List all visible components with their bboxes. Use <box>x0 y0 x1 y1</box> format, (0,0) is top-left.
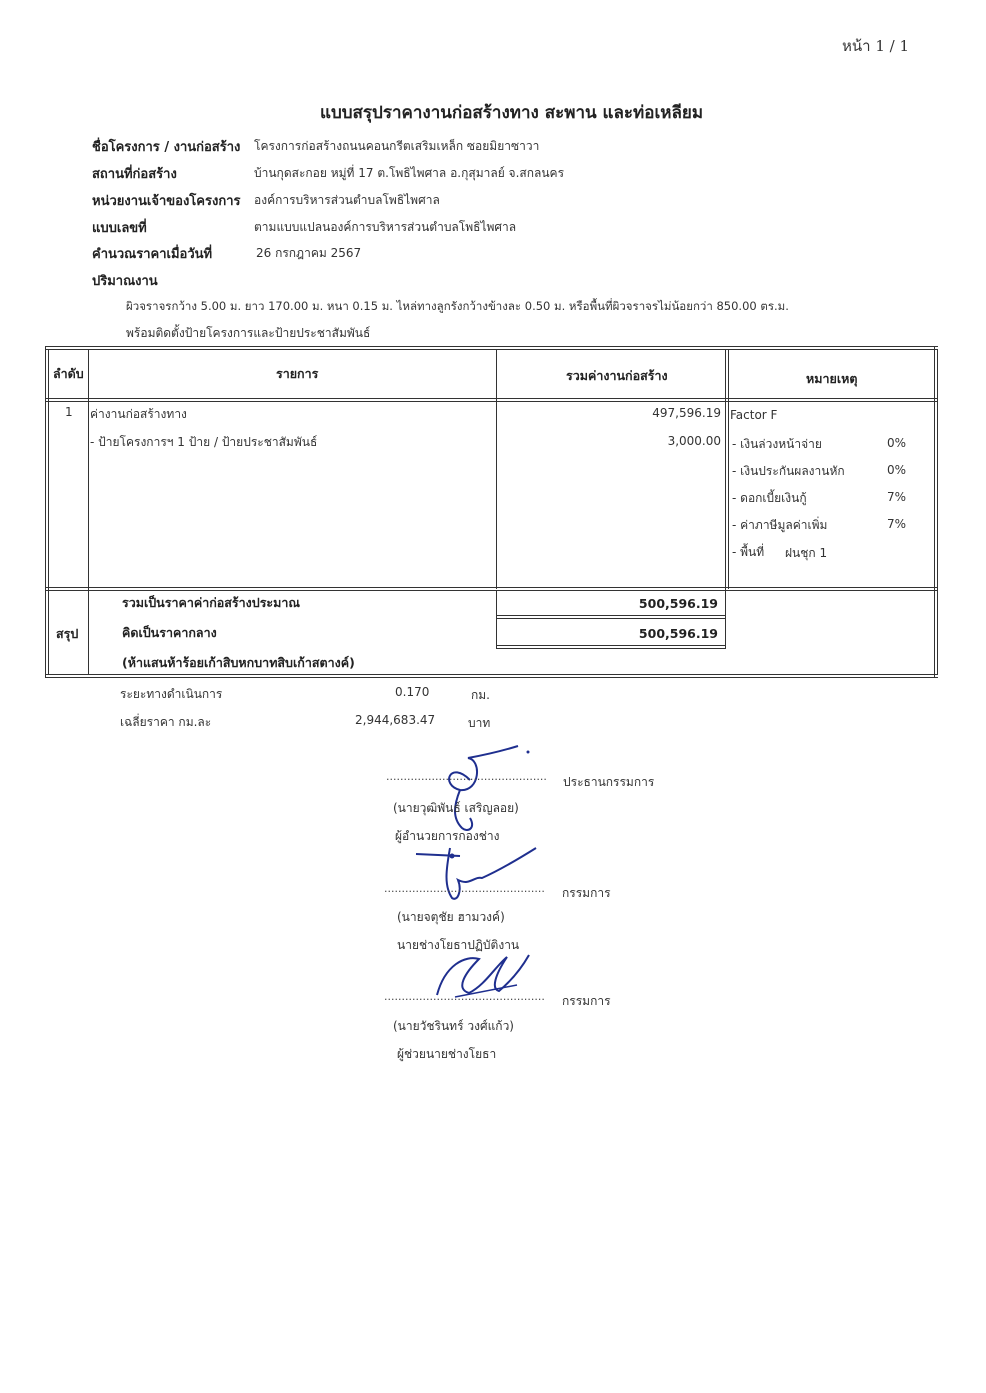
factor-f-label: Factor F <box>730 408 778 422</box>
signature-1-mark <box>410 740 550 835</box>
signature-3-dots: .............................................. <box>384 990 545 1003</box>
estimate-label: รวมเป็นราคาค่าก่อสร้างประมาณ <box>122 595 300 610</box>
document-title: แบบสรุปราคางานก่อสร้างทาง สะพาน และท่อเหลียม <box>320 103 704 123</box>
row-2-item: - ป้ายโครงการฯ 1 ป้าย / ป้ายประชาสัมพันธ์ <box>90 435 318 449</box>
remark-5-value: ฝนชุก 1 <box>785 546 828 560</box>
avg-unit: บาท <box>468 716 491 730</box>
quantity-label: ปริมาณงาน <box>92 274 158 289</box>
avg-value: 2,944,683.47 <box>355 713 436 727</box>
owner-value: องค์การบริหารส่วนตำบลโพธิไพศาล <box>254 193 440 207</box>
remark-2-value: 0% <box>887 463 907 477</box>
quantity-line-1: ผิวจราจรกว้าง 5.00 ม. ยาว 170.00 ม. หนา 0.15 ม. ไหล่ทางลูกรังกว้างข้างละ 0.50 ม. หรือพื้นที่ผิวจราจรไม่น้อยกว่า 850.00 ตร.ม. <box>126 299 789 313</box>
signature-3-name: (นายวัชรินทร์ วงศ์แก้ว) <box>393 1019 514 1033</box>
owner-label: หน่วยงานเจ้าของโครงการ <box>92 194 241 209</box>
signature-1-role: ประธานกรรมการ <box>563 775 655 789</box>
distance-label: ระยะทางดำเนินการ <box>120 687 223 701</box>
page-number: หน้า 1 / 1 <box>842 37 910 55</box>
plan-value: ตามแบบแปลนองค์การบริหารส่วนตำบลโพธิไพศาล <box>254 220 517 234</box>
remark-1-label: - เงินล่วงหน้าจ่าย <box>732 437 822 451</box>
row-1-item: ค่างานก่อสร้างทาง <box>90 407 187 421</box>
remark-2-label: - เงินประกันผลงานหัก <box>732 464 845 478</box>
median-label: คิดเป็นราคากลาง <box>122 625 217 640</box>
avg-label: เฉลี่ยราคา กม.ละ <box>120 715 212 729</box>
signature-1-name: (นายวุฒิพันธ์ เสริญลอย) <box>393 801 519 815</box>
remark-1-value: 0% <box>887 436 907 450</box>
remark-3-value: 7% <box>887 490 907 504</box>
row-2-total: 3,000.00 <box>667 434 721 448</box>
signature-2-dots: .............................................. <box>384 882 545 895</box>
header-item: รายการ <box>276 366 319 381</box>
distance-value: 0.170 <box>395 685 430 699</box>
date-value: 26 กรกฎาคม 2567 <box>256 246 362 260</box>
location-value: บ้านกุดสะกอย หมู่ที่ 17 ต.โพธิไพศาล อ.กุสุมาลย์ จ.สกลนคร <box>254 166 565 180</box>
header-total: รวมค่างานก่อสร้าง <box>566 368 668 383</box>
plan-label: แบบเลขที่ <box>92 221 147 236</box>
row-1-total: 497,596.19 <box>652 406 721 420</box>
signature-1-dots: .............................................. <box>386 770 547 783</box>
date-label: คำนวณราคาเมื่อวันที่ <box>92 247 213 262</box>
amount-in-words: (ห้าแสนห้าร้อยเก้าสิบหกบาทสิบเก้าสตางค์) <box>122 655 355 670</box>
header-no: ลำดับ <box>53 366 84 381</box>
remark-3-label: - ดอกเบี้ยเงินกู้ <box>732 491 807 505</box>
project-value: โครงการก่อสร้างถนนคอนกรีตเสริมเหล็ก ซอยมิยาซาวา <box>254 139 540 153</box>
row-1-no: 1 <box>65 405 73 419</box>
signature-2-name: (นายจตุชัย ฮามวงค์) <box>397 910 505 924</box>
remark-4-value: 7% <box>887 517 907 531</box>
remark-5-label: - พื้นที่ <box>732 545 765 559</box>
signature-3-role: กรรมการ <box>562 994 611 1008</box>
signature-2-position: นายช่างโยธาปฏิบัติงาน <box>397 938 520 952</box>
quantity-line-2: พร้อมติดตั้งป้ายโครงการและป้ายประชาสัมพันธ์ <box>126 326 371 340</box>
distance-unit: กม. <box>471 688 490 702</box>
project-label: ชื่อโครงการ / งานก่อสร้าง <box>92 140 241 155</box>
remark-4-label: - ค่าภาษีมูลค่าเพิ่ม <box>732 518 828 532</box>
signature-2-role: กรรมการ <box>562 886 611 900</box>
median-value: 500,596.19 <box>638 626 718 641</box>
signature-3-position: ผู้ช่วยนายช่างโยธา <box>397 1047 497 1061</box>
header-remark: หมายเหตุ <box>806 371 858 386</box>
location-label: สถานที่ก่อสร้าง <box>92 167 177 182</box>
summary-label: สรุป <box>56 626 79 641</box>
signature-1-position: ผู้อำนวยการกองช่าง <box>395 829 500 843</box>
signature-2-mark <box>410 840 550 910</box>
estimate-value: 500,596.19 <box>638 596 718 611</box>
